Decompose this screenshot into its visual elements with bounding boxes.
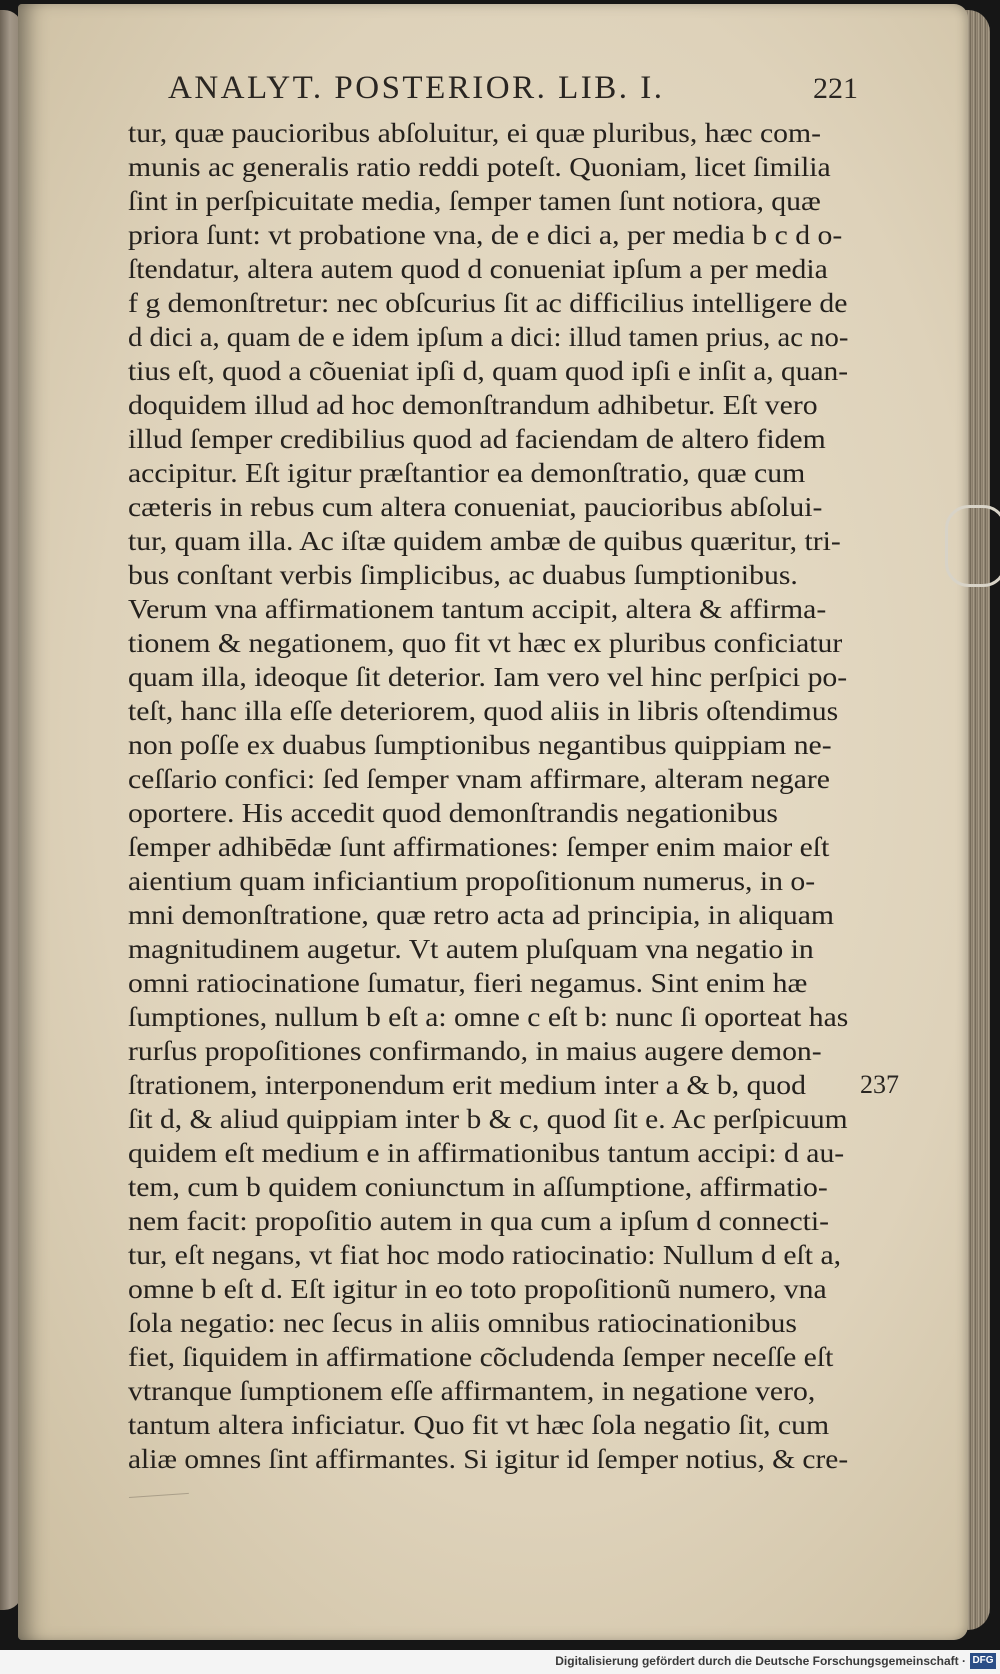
text-line: quam illa, ideoque ſit deterior. Iam vero vel hinc perſpici po- xyxy=(128,661,848,692)
text-line: tionem & negationem, quo fit vt hæc ex pluribus conficiatur xyxy=(128,627,843,658)
text-line: ſint in perſpicuitate media, ſemper tamen ſunt notiora, quæ xyxy=(128,185,821,216)
text-line: aientium quam inficiantium propoſitionum numerus, in o- xyxy=(128,865,816,896)
text-line: cæteris in rebus cum altera conueniat, paucioribus abſolui- xyxy=(128,491,823,522)
text-line: vtranque ſumptionem eſſe affirmantem, in negatione vero, xyxy=(128,1375,816,1406)
text-line: tur, quæ paucioribus abſoluitur, ei quæ pluribus, hæc com- xyxy=(128,117,822,148)
text-line: oportere. His accedit quod demonſtrandis negationibus xyxy=(128,797,778,828)
text-line: ſtendatur, altera autem quod d conueniat ipſum a per media xyxy=(128,253,828,284)
text-line: rurſus propoſitiones confirmando, in maius augere demon- xyxy=(128,1035,822,1066)
body-text xyxy=(128,116,848,1476)
text-line: fiet, ſiquidem in affirmatione cõcludenda ſemper neceſſe eſt xyxy=(128,1341,834,1372)
page-number: 221 xyxy=(813,72,858,105)
text-line: Verum vna affirmationem tantum accipit, altera & affirma- xyxy=(128,593,827,624)
text-line: omne b eſt d. Eſt igitur in eo toto propoſitionũ numero, vna xyxy=(128,1273,827,1304)
text-line: munis ac generalis ratio reddi poteſt. Quoniam, licet ſimilia xyxy=(128,151,831,182)
text-line: f g demonſtretur: nec obſcurius ſit ac difficilius intelligere de xyxy=(128,287,848,318)
text-line: teſt, hanc illa eſſe deteriorem, quod aliis in libris oſtendimus xyxy=(128,695,839,726)
running-title: ANALYT. POSTERIOR. LIB. I. xyxy=(168,70,665,106)
text-line: ſola negatio: nec ſecus in aliis omnibus ratiocinationibus xyxy=(128,1307,797,1338)
text-line: ſumptiones, nullum b eſt a: omne c eſt b: nunc ſi oporteat has xyxy=(128,1001,849,1032)
text-line: ſemper adhibēdæ ſunt affirmationes: ſemper enim maior eſt xyxy=(128,831,830,862)
text-line: illud ſemper credibilius quod ad faciendam de altero fidem xyxy=(128,423,826,454)
text-line: tantum altera inficiatur. Quo fit vt hæc ſola negatio ſit, cum xyxy=(128,1409,830,1440)
text-line: ſit d, & aliud quippiam inter b & c, quod ſit e. Ac perſpicuum xyxy=(128,1103,848,1134)
text-line: omni ratiocinatione ſumatur, fieri negamus. Sint enim hæ xyxy=(128,967,808,998)
text-line: accipitur. Eſt igitur præſtantior ea demonſtratio, quæ cum xyxy=(128,457,806,488)
text-line: tius eſt, quod a cõueniat ipſi d, quam quod ipſi e inſit a, quan- xyxy=(128,355,849,386)
text-line: ſtrationem, interponendum erit medium inter a & b, quod xyxy=(128,1069,807,1100)
text-line: tur, eſt negans, vt fiat hoc modo ratiocinatio: Nullum d eſt a, xyxy=(128,1239,842,1270)
book-page xyxy=(18,4,968,1640)
text-line: magnitudinem augetur. Vt autem pluſquam vna negatio in xyxy=(128,933,814,964)
footer-bar xyxy=(0,1650,1000,1674)
ribbon-bookmark-loop xyxy=(945,505,1000,587)
digitization-credit: Digitalisierung gefördert durch die Deutsche Forschungsgemeinschaft · xyxy=(555,1654,966,1668)
text-line: tur, quam illa. Ac iſtæ quidem ambæ de quibus quæritur, tri- xyxy=(128,525,841,556)
text-line: mni demonſtratione, quæ retro acta ad principia, in aliquam xyxy=(128,899,834,930)
text-line: quidem eſt medium e in affirmationibus tantum accipi: d au- xyxy=(128,1137,845,1168)
text-line: bus conſtant verbis ſimplicibus, ac duabus ſumptionibus. xyxy=(128,559,798,590)
text-line: nem facit: propoſitio autem in qua cum a ipſum d connecti- xyxy=(128,1205,830,1236)
text-line: tem, cum b quidem coniunctum in aſſumptione, affirmatio- xyxy=(128,1171,828,1202)
text-line: d dici a, quam de e idem ipſum a dici: illud tamen prius, ac no- xyxy=(128,321,849,352)
margin-note: 237 xyxy=(860,1070,899,1099)
text-line: doquidem illud ad hoc demonſtrandum adhibetur. Eſt vero xyxy=(128,389,818,420)
page-header xyxy=(158,70,858,114)
faint-scribble-mark xyxy=(127,1467,189,1498)
text-line: ceſſario confici: ſed ſemper vnam affirmare, alteram negare xyxy=(128,763,830,794)
text-line: non poſſe ex duabus ſumptionibus negantibus quippiam ne- xyxy=(128,729,832,760)
text-line: aliæ omnes ſint affirmantes. Si igitur id ſemper notius, & cre- xyxy=(128,1443,849,1474)
text-line: priora ſunt: vt probatione vna, de e dici a, per media b c d o- xyxy=(128,219,843,250)
dfg-logo-icon: DFG xyxy=(970,1653,996,1669)
